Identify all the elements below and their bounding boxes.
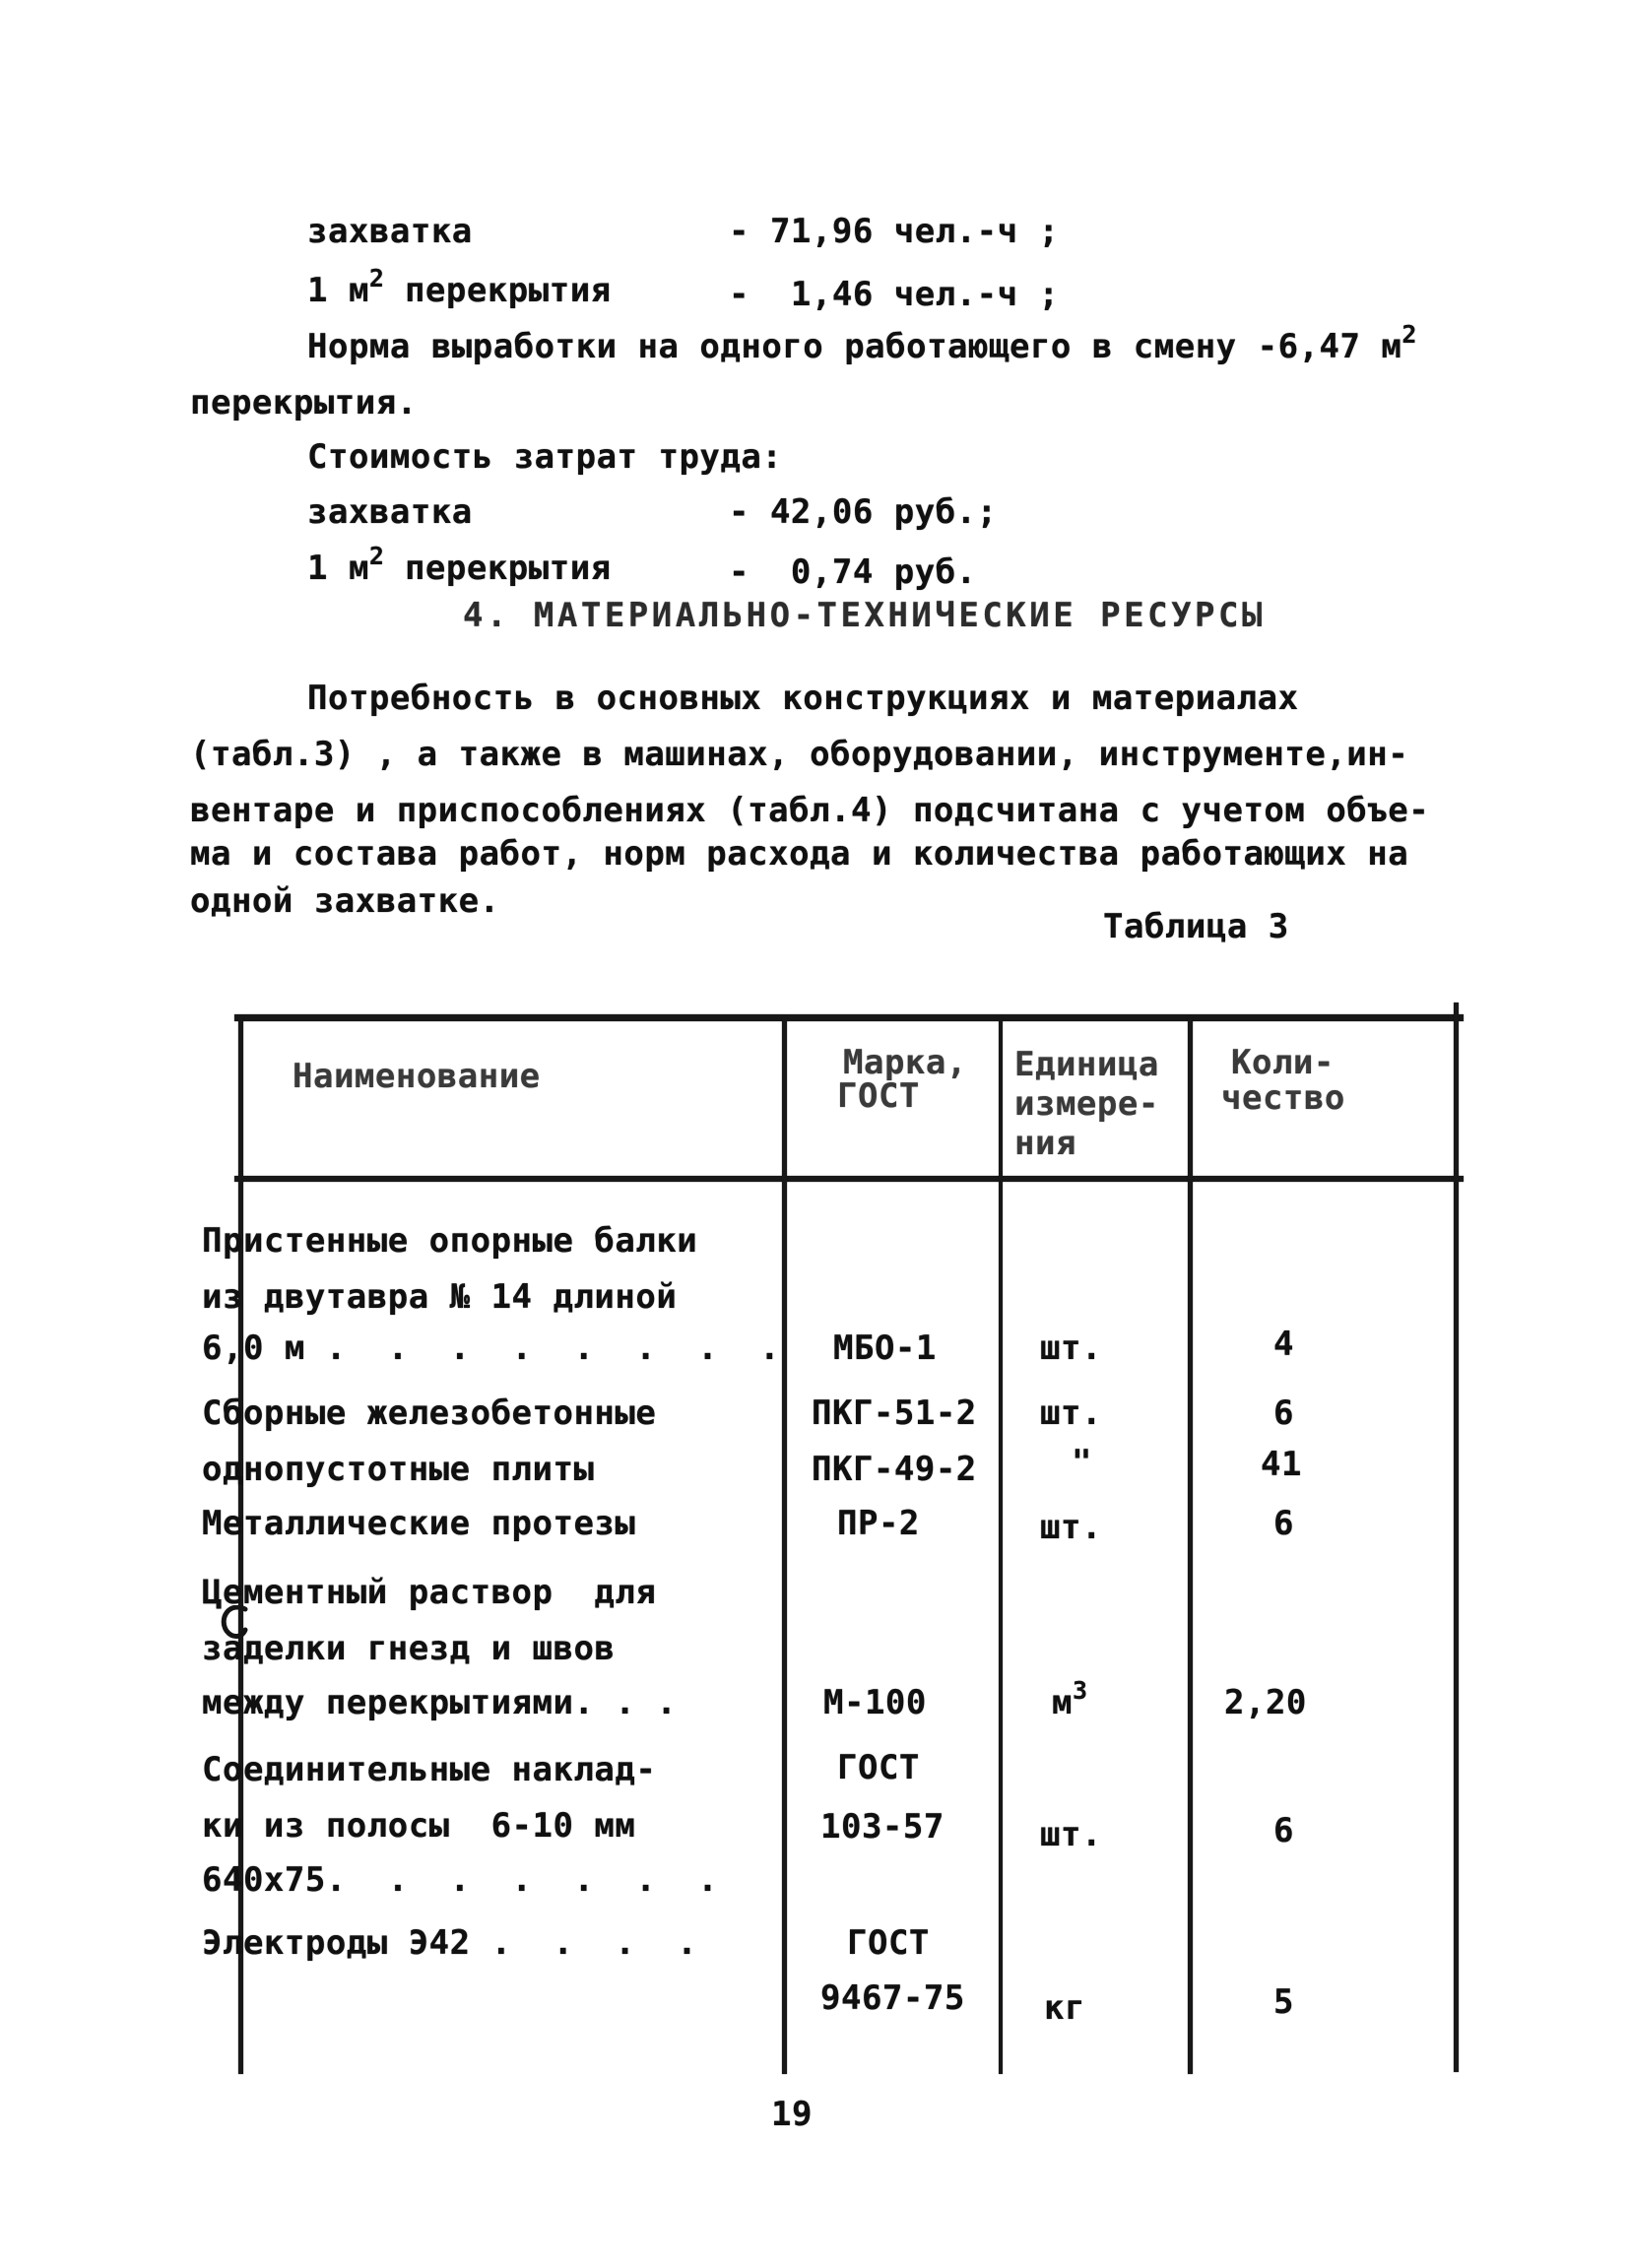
cost-row-2-label-pre: 1 м: [307, 549, 369, 588]
table-top-border: [234, 1014, 1464, 1021]
cost-row-1-label-text: захватка: [307, 492, 473, 532]
table-left-border: [238, 1016, 243, 2074]
row5-unit: шт.: [1040, 1815, 1102, 1854]
labour-row-1-label-text: захватка: [307, 212, 473, 251]
labour-row-2-label-post: перекрытия: [383, 271, 612, 310]
header-unit-column-line-2: измере-: [1014, 1084, 1159, 1124]
cost-row-1-label: [307, 492, 473, 532]
row6-name-line-1: Электроды Э42 . . . .: [202, 1923, 698, 1963]
header-name-column: Наименование: [293, 1057, 541, 1096]
paragraph-line-2: (табл.3) , а также в машинах, оборудовании, инструменте,ин-: [190, 735, 1409, 774]
row1-mark: МБО-1: [833, 1328, 937, 1368]
row4-mark: М-100: [823, 1683, 927, 1722]
paragraph-line-1: Потребность в основных конструкциях и материалах: [307, 679, 1299, 718]
row1-unit: шт.: [1040, 1328, 1102, 1368]
row4-name-line-3: между перекрытиями. . .: [202, 1683, 678, 1722]
norm-line-superscript: 2: [1401, 320, 1417, 349]
row3-mark: ПР-2: [837, 1504, 920, 1543]
labour-row-1-label: [307, 212, 473, 251]
cost-row-2-label: [307, 542, 612, 588]
row2-name-line-1: Сборные железобетонные: [202, 1393, 657, 1433]
row6-unit: кг: [1044, 1988, 1085, 2028]
table-column-divider-2: [999, 1016, 1003, 2074]
table-right-border: [1454, 1003, 1459, 2072]
norm-line: [307, 320, 1417, 366]
row1-qty: 4: [1273, 1325, 1294, 1364]
row5-mark-line-1: ГОСТ: [837, 1748, 920, 1787]
row4-unit: [1052, 1676, 1088, 1722]
labour-row-2-label: [307, 264, 612, 310]
cost-row-2-value: - 0,74 руб.: [729, 552, 977, 592]
row3-qty: 6: [1273, 1504, 1294, 1543]
labour-row-1-value: - 71,96 чел.-ч ;: [729, 212, 1060, 251]
cost-row-2-label-superscript: 2: [368, 542, 384, 570]
row4-unit-base: м: [1052, 1683, 1073, 1722]
paragraph-line-4: ма и состава работ, норм расхода и количества работающих на: [190, 834, 1409, 874]
row2-qty-line-2: 41: [1261, 1445, 1302, 1484]
row6-qty: 5: [1273, 1982, 1294, 2022]
row1-name-line-3: 6,0 м . . . . . . . .: [202, 1328, 781, 1368]
table-header-underline: [234, 1176, 1464, 1182]
header-mark-column-line-1: Марка,: [843, 1043, 967, 1082]
labour-row-2-label-pre: 1 м: [307, 271, 369, 310]
row4-name-line-2: заделки гнезд и швов: [202, 1629, 616, 1668]
row3-unit: шт.: [1040, 1508, 1102, 1547]
paragraph-line-3: вентаре и приспособлениях (табл.4) подсчитана с учетом объе-: [190, 791, 1430, 830]
norm-line-text: Норма выработки на одного работающего в смену -6,47 м: [307, 327, 1402, 366]
header-unit-column-line-1: Единица: [1014, 1045, 1159, 1084]
cost-heading: Стоимость затрат труда:: [307, 437, 783, 477]
row4-name-line-1: Цементный раствор для: [202, 1573, 657, 1612]
table-column-divider-1: [782, 1016, 787, 2074]
cost-row-1-value: - 42,06 руб.;: [729, 492, 998, 532]
row2-unit-ditto-mark: ": [1072, 1443, 1092, 1482]
row5-name-line-1: Соединительные наклад-: [202, 1750, 657, 1789]
row1-name-line-1: Пристенные опорные балки: [202, 1221, 698, 1261]
norm-line-tail: перекрытия.: [190, 383, 418, 422]
header-qty-column-line-1: Коли-: [1231, 1043, 1335, 1082]
row3-name-line-1: Металлические протезы: [202, 1504, 636, 1543]
row2-mark-line-1: ПКГ-51-2: [812, 1393, 977, 1433]
paragraph-line-5: одной захватке.: [190, 881, 500, 921]
section-heading: 4. МАТЕРИАЛЬНО-ТЕХНИЧЕСКИЕ РЕСУРСЫ: [463, 596, 1266, 635]
row5-qty: 6: [1273, 1811, 1294, 1850]
table-column-divider-3: [1188, 1016, 1193, 2074]
table-caption: Таблица 3: [1103, 907, 1289, 946]
row2-qty-line-1: 6: [1273, 1393, 1294, 1433]
labour-row-2-label-superscript: 2: [368, 264, 384, 292]
header-mark-column-line-2: ГОСТ: [837, 1076, 920, 1116]
row2-mark-line-2: ПКГ-49-2: [812, 1450, 977, 1489]
row6-mark-line-1: ГОСТ: [847, 1923, 930, 1963]
row2-name-line-2: однопустотные плиты: [202, 1450, 595, 1489]
row6-mark-line-2: 9467-75: [820, 1978, 965, 2018]
row2-unit-line-1: шт.: [1040, 1393, 1102, 1433]
row5-name-line-3: 640x75. . . . . . .: [202, 1860, 719, 1900]
row5-mark-line-2: 103-57: [820, 1807, 945, 1847]
page-number: 19: [771, 2095, 813, 2134]
row5-name-line-2: ки из полосы 6-10 мм: [202, 1806, 636, 1846]
cost-row-2-label-post: перекрытия: [383, 549, 612, 588]
header-unit-column-line-3: ния: [1014, 1124, 1076, 1163]
row1-name-line-2: из двутавра № 14 длиной: [202, 1277, 678, 1317]
row4-qty: 2,20: [1224, 1683, 1307, 1722]
labour-row-2-value: - 1,46 чел.-ч ;: [729, 275, 1060, 314]
header-qty-column-line-2: чество: [1221, 1078, 1345, 1118]
row4-unit-superscript: 3: [1072, 1676, 1088, 1705]
